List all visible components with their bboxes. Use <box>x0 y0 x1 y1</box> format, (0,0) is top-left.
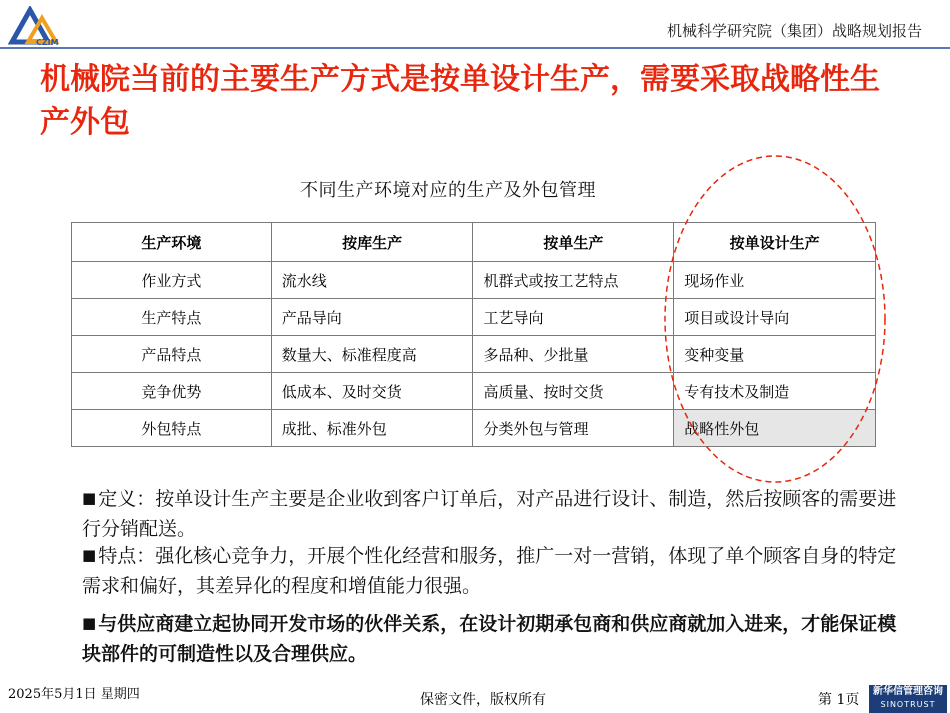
bullet-definition <box>82 483 912 544</box>
table-cell: 现场作业 <box>674 262 876 299</box>
logo-text: CZIM <box>36 38 59 46</box>
table-row <box>72 410 876 447</box>
table-cell: 变种变量 <box>674 336 876 373</box>
bullet-text: 特点：强化核心竞争力，开展个性化经营和服务，推广一对一营销，体现了单个顾客自身的特定需求和偏好，其差异化的程度和增值能力很强。 <box>82 545 897 597</box>
sinotrust-logo <box>869 685 947 713</box>
table-cell: 专有技术及制造 <box>674 373 876 410</box>
bullet-characteristics <box>82 540 912 601</box>
header-org-title: 机械科学研究院（集团）战略规划报告 <box>666 22 922 40</box>
table-header-row <box>72 223 876 262</box>
table-cell: 产品导向 <box>271 299 473 336</box>
production-environment-table <box>71 222 876 447</box>
row-label: 生产特点 <box>72 299 272 336</box>
row-label: 外包特点 <box>72 410 272 447</box>
header-cell: 生产环境 <box>72 223 272 262</box>
sinotrust-en-text: SINOTRUST <box>880 700 936 709</box>
table-cell: 机群式或按工艺特点 <box>473 262 674 299</box>
table-cell: 高质量、按时交货 <box>473 373 674 410</box>
bullet-marker: ■ <box>82 546 97 564</box>
table-cell: 项目或设计导向 <box>674 299 876 336</box>
czim-logo <box>8 6 70 46</box>
highlighted-cell: 战略性外包 <box>674 410 876 447</box>
header-divider <box>0 47 950 49</box>
bullet-marker: ■ <box>82 489 97 507</box>
header-cell: 按库生产 <box>271 223 473 262</box>
table-cell: 流水线 <box>271 262 473 299</box>
header-cell: 按单设计生产 <box>674 223 876 262</box>
table-cell: 数量大、标准程度高 <box>271 336 473 373</box>
page-title: 机械院当前的主要生产方式是按单设计生产，需要采取战略性生产外包 <box>40 62 880 140</box>
bullet-supplier-partnership <box>82 608 912 669</box>
table-row <box>72 373 876 410</box>
table-cell: 多品种、少批量 <box>473 336 674 373</box>
row-label: 作业方式 <box>72 262 272 299</box>
table-cell: 成批、标准外包 <box>271 410 473 447</box>
footer-date: 2025年5月1日 星期四 <box>8 687 140 702</box>
header-cell: 按单生产 <box>473 223 674 262</box>
table-cell: 低成本、及时交货 <box>271 373 473 410</box>
table-cell: 工艺导向 <box>473 299 674 336</box>
table-row <box>72 299 876 336</box>
sinotrust-cn-text: 新华信管理咨询 <box>873 686 943 697</box>
bullet-marker: ■ <box>82 614 97 632</box>
page-number: 第 1页 <box>818 692 860 708</box>
footer-confidential: 保密文件，版权所有 <box>420 692 546 708</box>
bullet-text: 定义：按单设计生产主要是企业收到客户订单后，对产品进行设计、制造，然后按顾客的需要进行分销配送。 <box>82 488 897 540</box>
table-row <box>72 336 876 373</box>
table-caption: 不同生产环境对应的生产及外包管理 <box>300 180 596 201</box>
table-cell: 分类外包与管理 <box>473 410 674 447</box>
bullet-text: 与供应商建立起协同开发市场的伙伴关系，在设计初期承包商和供应商就加入进来，才能保证模块部件的可制造性以及合理供应。 <box>82 613 897 665</box>
table-row <box>72 262 876 299</box>
row-label: 竞争优势 <box>72 373 272 410</box>
row-label: 产品特点 <box>72 336 272 373</box>
